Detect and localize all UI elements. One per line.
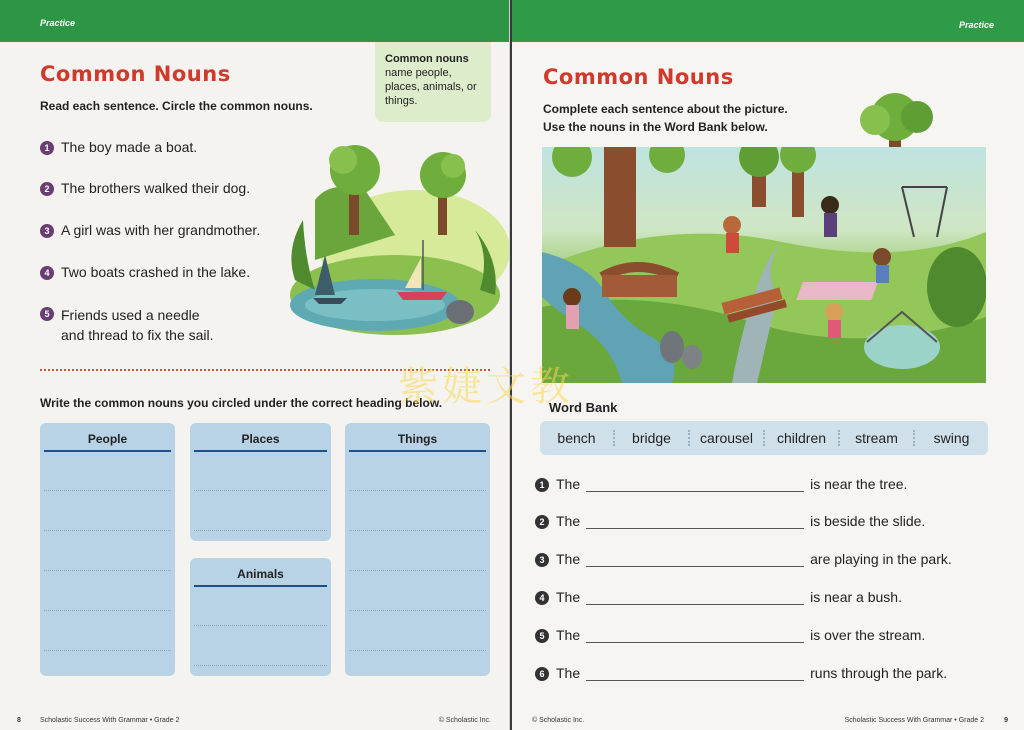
item-lead: The xyxy=(556,551,581,567)
write-line[interactable] xyxy=(44,650,171,690)
left-page xyxy=(0,0,510,730)
page-title-right: Common Nouns xyxy=(543,65,734,89)
write-line[interactable] xyxy=(349,650,486,690)
item-tail: are playing in the park. xyxy=(810,551,952,567)
write-line[interactable] xyxy=(194,490,327,530)
fill-in-item-3 xyxy=(535,551,975,567)
instruction: Read each sentence. Circle the common nouns. xyxy=(40,99,313,113)
number-badge: 1 xyxy=(40,141,54,155)
sentence-text-line-2: and thread to fix the sail. xyxy=(61,327,214,343)
fill-in-item-2 xyxy=(535,513,975,529)
word-bank-word: stream xyxy=(838,430,913,446)
item-lead: The xyxy=(556,589,581,605)
page-number: 9 xyxy=(1004,717,1008,724)
sentence-text: Two boats crashed in the lake. xyxy=(61,264,251,280)
sentence-3 xyxy=(40,222,260,238)
places-column xyxy=(190,423,331,541)
number-badge: 3 xyxy=(535,553,549,567)
tip-body: name people, places, animals, or things. xyxy=(385,67,477,107)
answer-blank[interactable] xyxy=(586,553,804,567)
sentence-text: The boy made a boat. xyxy=(61,139,198,155)
instruction-line-2: Use the nouns in the Word Bank below. xyxy=(543,120,768,134)
people-column xyxy=(40,423,175,676)
item-lead: The xyxy=(556,665,581,681)
sentence-5 xyxy=(40,305,214,345)
item-tail: is beside the slide. xyxy=(810,513,926,529)
fill-in-item-1 xyxy=(535,476,975,492)
instruction-right xyxy=(543,100,788,136)
places-heading: Places xyxy=(241,432,280,446)
things-heading: Things xyxy=(397,432,438,446)
number-badge: 1 xyxy=(535,478,549,492)
write-line[interactable] xyxy=(44,610,171,650)
things-column xyxy=(345,423,490,676)
top-banner xyxy=(0,0,509,42)
park-illustration xyxy=(542,147,986,383)
number-badge: 4 xyxy=(535,591,549,605)
write-line[interactable] xyxy=(349,610,486,650)
answer-blank[interactable] xyxy=(586,591,804,605)
fill-in-item-5 xyxy=(535,627,975,643)
write-line[interactable] xyxy=(44,570,171,610)
tip-box xyxy=(375,42,491,122)
answer-blank[interactable] xyxy=(586,478,804,492)
fill-in-item-4 xyxy=(535,589,975,605)
animals-heading: Animals xyxy=(237,567,284,581)
instruction-2: Write the common nouns you circled under the correct heading below. xyxy=(40,396,443,410)
sentence-2 xyxy=(40,180,250,196)
lake-illustration xyxy=(275,140,510,355)
word-bank-label: Word Bank xyxy=(545,400,621,415)
item-lead: The xyxy=(556,513,581,529)
page-title: Common Nouns xyxy=(40,62,231,86)
answer-blank[interactable] xyxy=(586,629,804,643)
park-scene xyxy=(542,147,986,383)
series-title: Scholastic Success With Grammar • Grade 2 xyxy=(40,717,180,724)
word-bank xyxy=(540,421,988,455)
people-heading: People xyxy=(87,432,128,446)
top-banner xyxy=(512,0,1024,42)
write-line[interactable] xyxy=(349,490,486,530)
answer-blank[interactable] xyxy=(586,667,804,681)
sentence-text: The brothers walked their dog. xyxy=(61,180,251,196)
sentence-1 xyxy=(40,139,197,155)
sentence-text-line-1: Friends used a needle xyxy=(61,307,200,323)
word-bank-word: carousel xyxy=(688,430,763,446)
write-line[interactable] xyxy=(194,625,327,665)
number-badge: 2 xyxy=(40,182,54,196)
banner-label: Practice xyxy=(958,20,994,30)
animals-column xyxy=(190,558,331,676)
number-badge: 5 xyxy=(40,307,54,321)
number-badge: 4 xyxy=(40,266,54,280)
sentence-text: A girl was with her grandmother. xyxy=(61,222,261,238)
instruction-line-1: Complete each sentence about the picture. xyxy=(543,102,788,116)
number-badge: 2 xyxy=(535,515,549,529)
copyright: © Scholastic Inc. xyxy=(532,717,585,724)
page-number: 8 xyxy=(17,717,21,724)
word-bank-word: bench xyxy=(557,430,596,446)
copyright: © Scholastic Inc. xyxy=(438,717,491,724)
watermark: 紫婕文教 xyxy=(398,364,574,410)
write-line[interactable] xyxy=(44,490,171,530)
item-tail: is near a bush. xyxy=(810,589,902,605)
item-tail: is near the tree. xyxy=(810,476,908,492)
write-line[interactable] xyxy=(194,665,327,705)
number-badge: 6 xyxy=(535,667,549,681)
word-bank-word: swing xyxy=(913,430,988,446)
tip-head: Common nouns xyxy=(385,53,469,65)
word-bank-word: bridge xyxy=(613,430,688,446)
number-badge: 3 xyxy=(40,224,54,238)
banner-label: Practice xyxy=(40,18,76,28)
series-title: Scholastic Success With Grammar • Grade 2 xyxy=(844,717,984,724)
write-line[interactable] xyxy=(44,530,171,570)
write-line[interactable] xyxy=(349,570,486,610)
word-bank-word: children xyxy=(763,430,838,446)
sentence-4 xyxy=(40,264,250,280)
dotted-divider xyxy=(40,369,490,371)
fill-in-item-6 xyxy=(535,665,975,681)
number-badge: 5 xyxy=(535,629,549,643)
item-lead: The xyxy=(556,476,581,492)
item-tail: runs through the park. xyxy=(810,665,948,681)
answer-blank[interactable] xyxy=(586,515,804,529)
write-line[interactable] xyxy=(349,530,486,570)
item-tail: is over the stream. xyxy=(810,627,926,643)
item-lead: The xyxy=(556,627,581,643)
